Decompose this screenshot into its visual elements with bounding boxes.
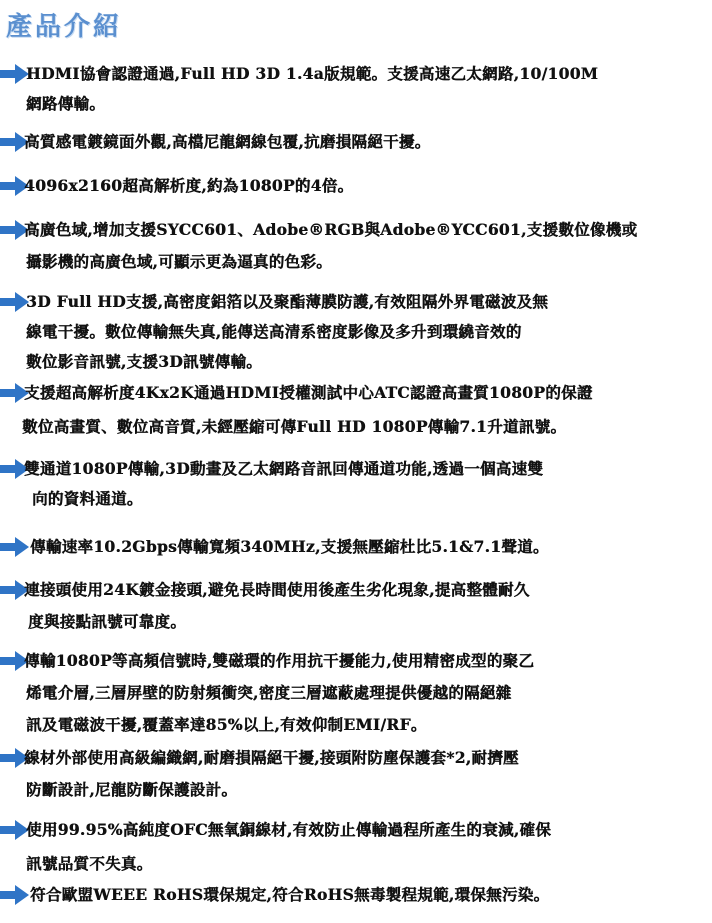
feature-text-line: 3D Full HD支援,高密度鋁箔以及聚酯薄膜防護,有效阻隔外界電磁波及無 (26, 292, 549, 311)
feature-text-line: 數位影音訊號,支援3D訊號傳輸。 (26, 352, 262, 371)
feature-text-line: 向的資料通道。 (32, 489, 143, 508)
right-arrow-icon (0, 537, 30, 557)
feature-text-line: 攝影機的高廣色域,可顯示更為逼真的色彩。 (26, 252, 332, 271)
feature-text-line: 雙通道1080P傳輸,3D動畫及乙太網路音訊回傳通道功能,透過一個高速雙 (24, 459, 544, 478)
feature-text-line: 傳輸速率10.2Gbps傳輸寬頻340MHz,支援無壓縮杜比5.1&7.1聲道。 (30, 537, 549, 556)
feature-text-line: 符合歐盟WEEE RoHS環保規定,符合RoHS無毒製程規範,環保無污染。 (30, 885, 550, 904)
feature-text-line: 4096x2160超高解析度,約為1080P的4倍。 (24, 176, 354, 195)
feature-text-line: 訊號品質不失真。 (26, 854, 153, 873)
feature-text-line: 使用99.95%高純度OFC無氧銅線材,有效防止傳輸過程所產生的衰減,確保 (26, 820, 552, 839)
feature-text-line: 網路傳輸。 (26, 94, 106, 113)
page-title: 產品介紹 (6, 12, 123, 42)
feature-text-line: 高質感電鍍鏡面外觀,高檔尼龍網線包覆,抗磨損隔絕干擾。 (24, 132, 431, 151)
feature-text-line: 支援超高解析度4Kx2K通過HDMI授權測試中心ATC認證高畫質1080P的保證 (24, 383, 593, 402)
feature-text-line: 訊及電磁波干擾,覆蓋率達85%以上,有效仰制EMI/RF。 (26, 715, 427, 734)
right-arrow-icon (0, 885, 30, 905)
feature-text-line: 度與接點訊號可靠度。 (28, 612, 187, 631)
feature-text-line: HDMI協會認證通過,Full HD 3D 1.4a版規範。支援高速乙太網路,10/100M (26, 64, 599, 83)
feature-text-line: 烯電介層,三層屏壁的防射頻衝突,密度三層遮蔽處理提供優越的隔絕雜 (26, 683, 512, 702)
feature-text-line: 傳輸1080P等高頻信號時,雙磁環的作用抗干擾能力,使用精密成型的聚乙 (24, 651, 535, 670)
feature-text-line: 線材外部使用高級編織網,耐磨損隔絕干擾,接頭附防塵保護套*2,耐擠壓 (24, 748, 519, 767)
feature-text-line: 防斷設計,尼龍防斷保護設計。 (26, 780, 238, 799)
feature-text-line: 數位高畫質、數位高音質,未經壓縮可傳Full HD 1080P傳輸7.1升道訊號。 (22, 417, 567, 436)
feature-text-line: 線電干擾。數位傳輸無失真,能傳送高清系密度影像及多升到環繞音效的 (26, 322, 522, 341)
feature-text-line: 連接頭使用24K鍍金接頭,避免長時間使用後產生劣化現象,提高整體耐久 (24, 580, 530, 599)
feature-text-line: 高廣色域,增加支援SYCC601、Adobe®RGB與Adobe®YCC601,支援數位像機或 (24, 220, 638, 239)
